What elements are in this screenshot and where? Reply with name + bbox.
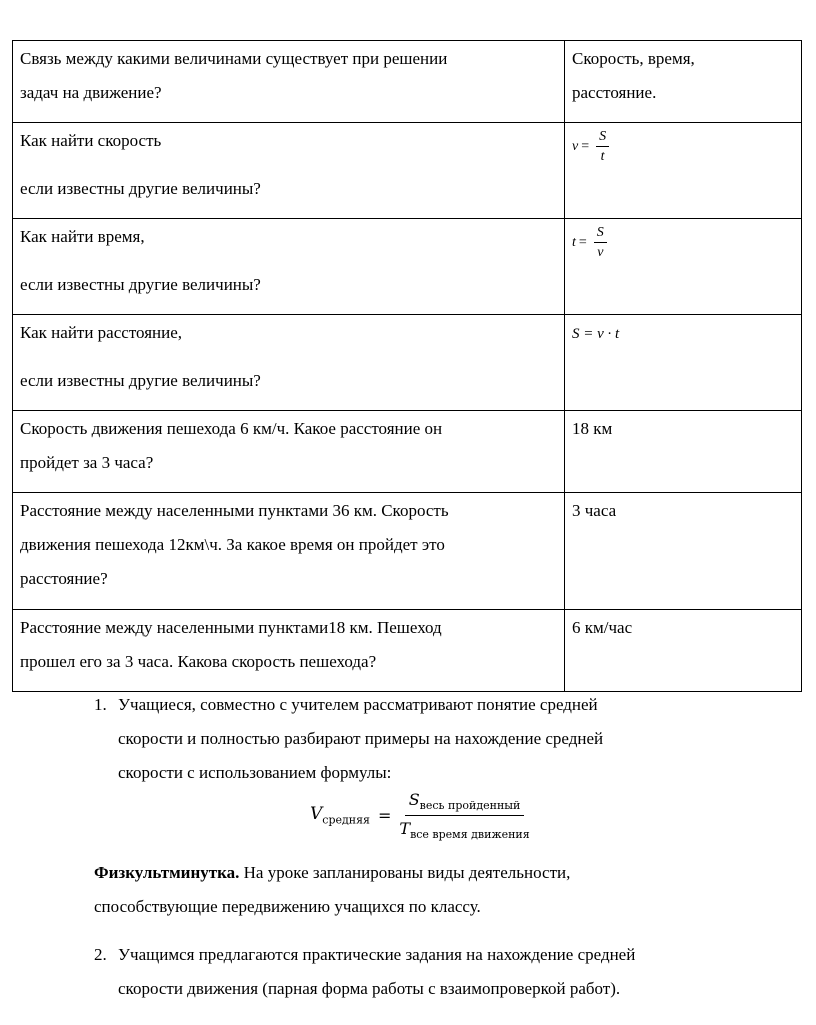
- table-row: [13, 315, 802, 411]
- question-cell: [13, 41, 565, 123]
- text-line: Скорость, время,: [572, 49, 695, 68]
- distance-formula: S = v · t: [572, 326, 620, 342]
- text-line: Как найти скорость: [20, 131, 162, 150]
- text-line: задач на движение?: [20, 83, 162, 102]
- physminute-paragraph: [94, 856, 794, 924]
- formula-denominator: t: [600, 149, 605, 164]
- text-line: если известны другие величины?: [20, 275, 261, 294]
- formula-lhs: t: [572, 235, 576, 250]
- list-number: 1.: [94, 695, 107, 714]
- physminute-heading: Физкультминутка.: [94, 863, 240, 882]
- formula-numerator: S: [408, 790, 420, 809]
- answer-cell: [565, 123, 802, 219]
- text-line: 6 км/час: [572, 618, 633, 637]
- text-line: Как найти время,: [20, 227, 145, 246]
- formula-denominator: T: [399, 819, 411, 839]
- table-row: [13, 219, 802, 315]
- answer-cell: [565, 219, 802, 315]
- formula-v: V: [310, 804, 323, 825]
- table-row: [13, 493, 802, 610]
- text-line: 3 часа: [572, 501, 617, 520]
- formula-denominator: v: [597, 245, 604, 260]
- formula-v-subscript: средняя: [322, 813, 370, 827]
- speed-formula: v = $\frac{S}{t}$: [572, 130, 609, 164]
- text-line: способствующие передвижению учащихся по классу.: [94, 897, 481, 916]
- question-cell: [13, 123, 565, 219]
- text-line: На уроке запланированы виды деятельности,: [239, 863, 571, 882]
- text-line: движения пешехода 12км\ч. За какое время он пройдет это: [20, 535, 445, 554]
- text-line: Расстояние между населенными пунктами18 км. Пешеход: [20, 618, 442, 637]
- question-cell: [13, 493, 565, 610]
- formula-lhs: v: [572, 139, 579, 154]
- table-row: [13, 41, 802, 123]
- text-line: скорости с использованием формулы:: [118, 763, 392, 782]
- formula-numerator: S: [596, 130, 609, 147]
- text-line: 18 км: [572, 419, 613, 438]
- list-number: 2.: [94, 945, 107, 964]
- text-line: Расстояние между населенными пунктами 36 км. Скорость: [20, 501, 449, 520]
- table-row: [13, 123, 802, 219]
- text-line: если известны другие величины?: [20, 179, 261, 198]
- formula-denominator-subscript: все время движения: [410, 828, 530, 842]
- question-cell: [13, 411, 565, 493]
- text-line: Учащимся предлагаются практические задания на нахождение средней: [118, 945, 636, 964]
- text-line: прошел его за 3 часа. Какова скорость пешехода?: [20, 652, 377, 671]
- list-item: [94, 938, 794, 1006]
- formula-numerator-subscript: весь пройденный: [419, 799, 521, 813]
- question-cell: [13, 610, 565, 692]
- qa-table: [12, 40, 802, 692]
- table-row: [13, 411, 802, 493]
- answer-cell: [565, 610, 802, 692]
- text-line: Скорость движения пешехода 6 км/ч. Какое расстояние он: [20, 419, 443, 438]
- text-line: скорости и полностью разбирают примеры на нахождение средней: [118, 729, 604, 748]
- time-formula: t = $\frac{S}{v}$: [572, 226, 607, 260]
- answer-cell: [565, 41, 802, 123]
- text-line: расстояние.: [572, 83, 657, 102]
- answer-cell: [565, 411, 802, 493]
- average-speed-formula: $V_{средняя}$ = $\frac{S_{весь пройденный}}{T_{все время движения}}$: [310, 790, 530, 842]
- answer-cell: [565, 315, 802, 411]
- answer-cell: [565, 493, 802, 610]
- text-line: Связь между какими величинами существует при решении: [20, 49, 448, 68]
- text-line: скорости движения (парная форма работы с взаимопроверкой работ).: [118, 979, 621, 998]
- formula-numerator: S: [594, 226, 607, 243]
- list-item: [94, 688, 794, 790]
- text-line: если известны другие величины?: [20, 371, 261, 390]
- question-cell: [13, 315, 565, 411]
- text-line: расстояние?: [20, 569, 108, 588]
- text-line: пройдет за 3 часа?: [20, 453, 154, 472]
- text-line: Учащиеся, совместно с учителем рассматривают понятие средней: [118, 695, 598, 714]
- text-line: Как найти расстояние,: [20, 323, 183, 342]
- question-cell: [13, 219, 565, 315]
- table-row: [13, 610, 802, 692]
